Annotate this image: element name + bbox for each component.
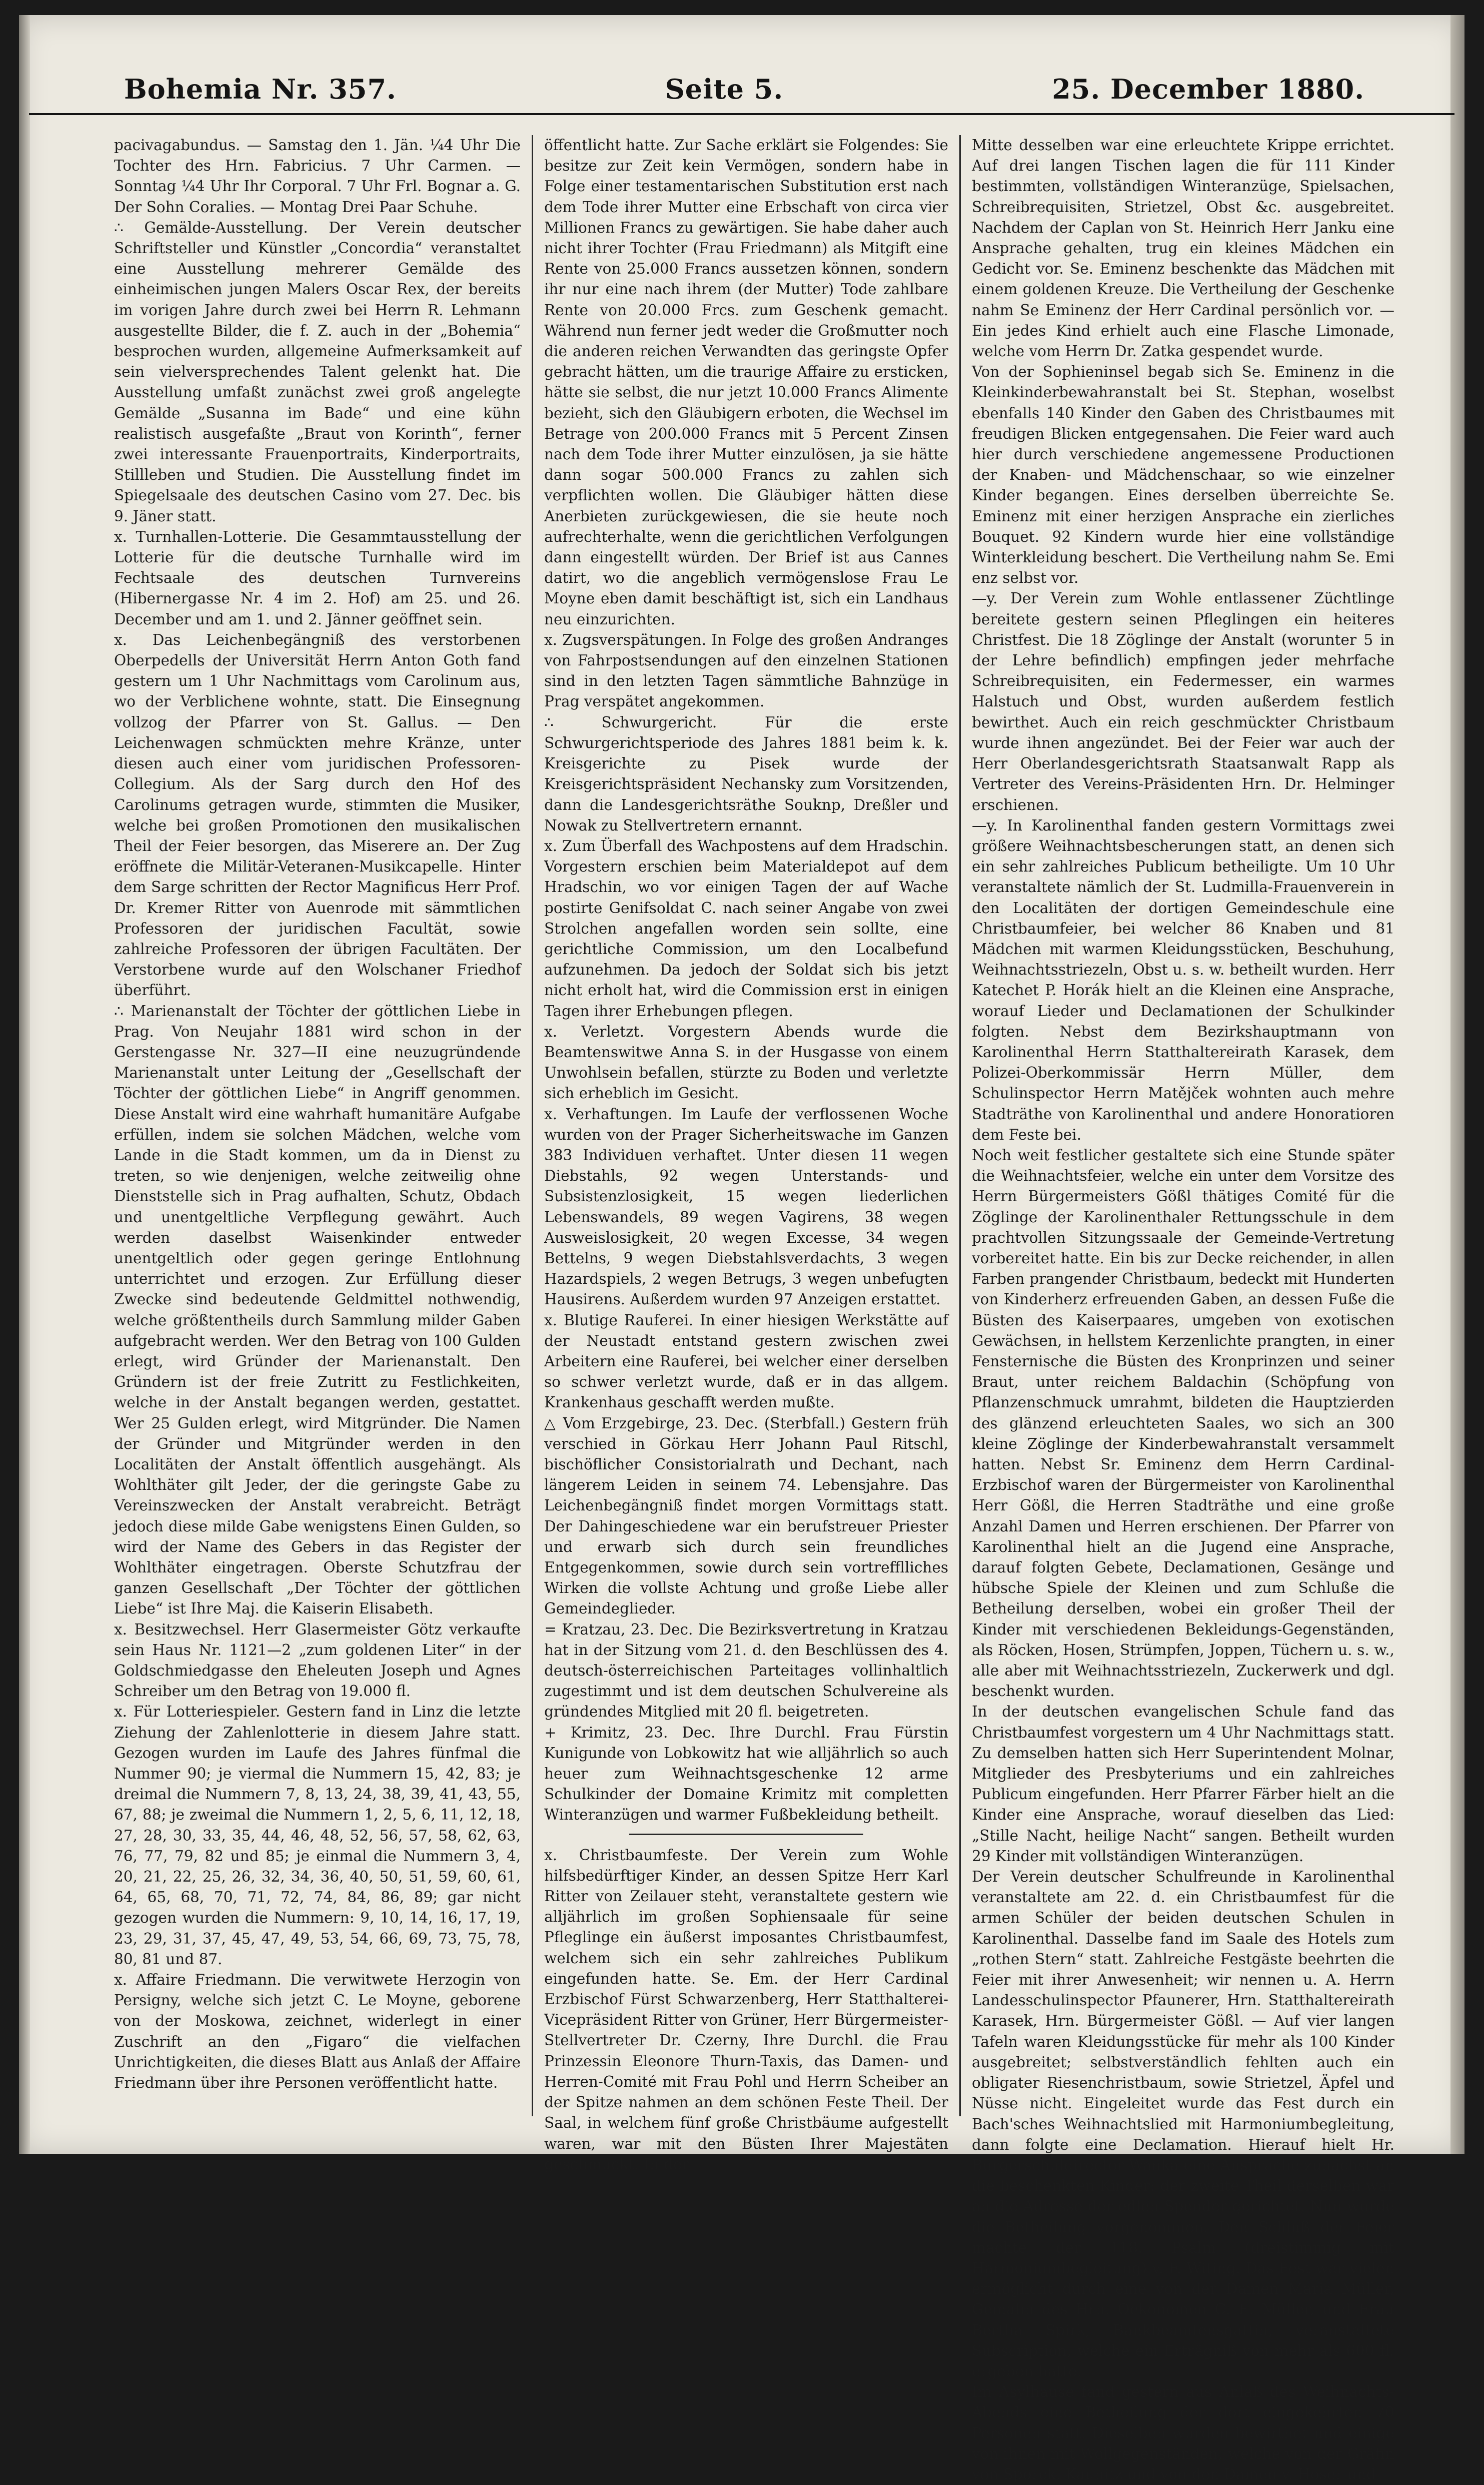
newspaper-page xyxy=(19,15,1464,2483)
article-paragraph: △ Vom Erzgebirge, 23. Dec. (Sterbfall.) Gestern früh verschied in Görkau Herr Johann Paul Ritschl, bischöflicher Consistorialrath und Dechant, nach längerem Leiden in seinem 74. Lebensjahre. Das Leichenbegängniß findet morgen Vormittags statt. Der Dahingeschiedene war ein berufstreuer Priester und erwarb sich durch sein freundliches Entgegenkommen, sowie durch sein vortrefflliches Wirken die vollste Achtung und große Liebe aller Gemeindeglieder. xyxy=(544,1414,948,1617)
column-left xyxy=(114,135,532,2116)
article-paragraph: x. Besitzwechsel. Herr Glasermeister Götz verkaufte sein Haus Nr. 1121—2 „zum goldenen Liter“ in der Goldschmiedgasse den Eheleuten Joseph und Agnes Schreiber um den Betrag von 19.000 fl. xyxy=(114,1620,521,1700)
article-paragraph: In der deutschen evangelischen Schule fand das Christbaumfest vorgestern um 4 Uhr Nachmittags statt. Zu demselben hatten sich Herr Superintendent Molnar, Mitglieder des Presbyteriums und ein zahlreiches Publicum eingefunden. Herr Pfarrer Färber hielt an die Kinder eine Ansprache, worauf dieselben das Lied: „Stille Nacht, heilige Nacht“ sangen. Betheilt wurden 29 Kinder mit vollständigen Winteranzügen. xyxy=(972,1703,1394,1865)
column-right xyxy=(959,135,1394,2483)
page-number: Seite 5. xyxy=(665,73,784,105)
text-columns xyxy=(114,135,1394,2483)
article-paragraph: x. Zum Überfall des Wachpostens auf dem Hradschin. Vorgestern erschien beim Materialdepot auf dem Hradschin, wo vor einigen Tagen der auf Wache postirte Genifsoldat C. nach seiner Angabe von zwei Strolchen angefallen worden sein sollte, eine gerichtliche Commission, um den Localbefund aufzunehmen. Da jedoch der Soldat sich bis jetzt nicht erholt hat, wird die Commission erst in einigen Tagen ihrer Erhebungen pflegen. xyxy=(544,837,948,1020)
article-paragraph: ∴ Gemälde-Ausstellung. Der Verein deutscher Schriftsteller und Künstler „Concordia“ veranstaltet eine Ausstellung mehrerer Gemälde des einheimischen jungen Malers Oscar Rex, der bereits im vorigen Jahre durch zwei bei Herrn R. Lehmann ausgestellte Bilder, die f. Z. auch in der „Bohemia“ besprochen wurden, allgemeine Aufmerksamkeit auf sein vielversprechendes Talent gelenkt hat. Die Ausstellung umfaßt zunächst zwei groß angelegte Gemälde „Susanna im Bade“ und eine kühn realistisch ausgefaßte „Braut von Korinth“, ferner zwei interessante Frauenportraits, Kinderportraits, Stillleben und Studien. Die Ausstellung findet im Spiegelsaale des deutschen Casino vom 27. Dec. bis 9. Jäner statt. xyxy=(114,219,521,525)
article-paragraph: x. Christbaumfeste. Der Verein zum Wohle hilfsbedürftiger Kinder, an dessen Spitze Herr Karl Ritter von Zeilauer steht, veranstaltete gestern wie alljährlich im großen Sophiensaale für seine Pfleglinge ein äußerst imposantes Christbaumfest, welchem sich ein sehr zahlreiches Publikum eingefunden hatte. Se. Em. der Herr Cardinal Erzbischof Fürst Schwarzenberg, Herr Statthalterei-Vicepräsident Ritter von Grüner, Herr Bürgermeister-Stellvertreter Dr. Czerny, Ihre Durchl. die Frau Prinzessin Eleonore Thurn-Taxis, das Damen- und Herren-Comité mit Frau Pohl und Herrn Scheiber an der Spitze nahmen an dem schönen Feste Theil. Der Saal, in welchem fünf große Christbäume aufgestellt waren, war mit den Büsten Ihrer Majestäten geschmückt. In der xyxy=(544,1846,948,2173)
issue-number: Bohemia Nr. 357. xyxy=(124,73,397,105)
article-paragraph: Noch weit festlicher gestaltete sich eine Stunde später die Weihnachtsfeier, welche ein unter dem Vorsitze des Herrn Bürgermeisters Gößl thätiges Comité für die Zöglinge der Karolinenthaler Rettungsschule in dem prachtvollen Sitzungssaale der Gemeinde-Vertretung vorbereitet hatte. Ein bis zur Decke reichender, in allen Farben prangender Christbaum, bedeckt mit Hunderten von Kinderherz erfreuenden Gaben, an dessen Fuße die Büsten des Kaiserpaares, umgeben von exotischen Gewächsen, in hellstem Kerzenlichte prangten, in einer Fensternische die Büsten des Kronprinzen und seiner Braut, unter reichem Baldachin (Schöpfung von Pflanzenschmuck umrahmt, bildeten die Hauptzierden des glänzend erleuchteten Saales, wo sich an 300 kleine Zöglinge der Kinderbewahranstalt versammelt hatten. Nebst Sr. Eminenz dem Herrn Cardinal-Erzbischof waren der Bürgermeister von Karolinenthal Herr Gößl, die Herren Stadträthe und eine große Anzahl Damen und Herren erschienen. Der Pfarrer von Karolinenthal hielt an die Jugend eine Ansprache, darauf folgten Gebete, Declamationen, Gesänge und hübsche Spiele der Kleinen und zum Schluße die Betheilung derselben, wobei ein großer Theil der Kinder mit verschiedenen Bekleidungs-Gegenständen, als Röcken, Hosen, Strümpfen, Joppen, Tüchern u. s. w., alle aber mit Weihnachtsstriezeln, Zuckerwerk und dgl. beschenkt wurden. xyxy=(972,1146,1394,1700)
article-paragraph: Im Asylhause fand gestern aus Anlaß des Weihnachts-Abends eine Betheilung der dort eingekehrten 70 Personen statt. Dieselben wurden bewirthet und einige von ihnen mit Wollgegenständen, welche von der Gräfin von Sporck, Kaunitz und von den Damen v. Hoser und xyxy=(972,2383,1394,2483)
article-paragraph: x. Das Leichenbegängniß des verstorbenen Oberpedells der Universität Herrn Anton Goth fand gestern um 1 Uhr Nachmittags vom Carolinum aus, wo der Verblichene wohnte, statt. Die Einsegnung vollzog der Pfarrer von St. Gallus. — Den Leichenwagen schmückten mehre Kränze, unter diesen auch einer vom juridischen Professoren-Collegium. Als der Sarg durch den Hof des Carolinums getragen wurde, stimmten die Musiker, welche bei großen Promotionen den musikalischen Theil der Feier besorgen, das Miserere an. Der Zug eröffnete die Militär-Veteranen-Musikcapelle. Hinter dem Sarge schritten der Rector Magnificus Herr Prof. Dr. Kremer Ritter von Auenrode mit sämmtlichen Professoren der juridischen Facultät, sowie zahlreiche Professoren der übrigen Facultäten. Der Verstorbene wurde auf den Wolschaner Friedhof überführt. xyxy=(114,631,521,999)
section-divider xyxy=(629,1834,863,1835)
column-middle xyxy=(532,135,959,2173)
article-paragraph: x. Zugsverspätungen. In Folge des großen Andranges von Fahrpostsendungen auf den einzelnen Stationen sind in den letzten Tagen sämmtliche Bahnzüge in Prag verspätet angekommen. xyxy=(544,631,948,710)
article-paragraph: öffentlicht hatte. Zur Sache erklärt sie Folgendes: Sie besitze zur Zeit kein Vermögen, sondern habe in Folge einer testamentarischen Substitution erst nach dem Tode ihrer Mutter eine Erbschaft von circa vier Millionen Francs zu gewärtigen. Sie habe daher auch nicht ihrer Tochter (Frau Friedmann) als Mitgift eine Rente von 25.000 Francs aussetzen können, sondern ihr nur eine nach ihrem (der Mutter) Tode zahlbare Rente von 20.000 Frcs. zum Geschenk gemacht. Während nun ferner jedt weder die Großmutter noch die anderen reichen Verwandten das geringste Opfer gebracht hätten, um die traurige Affaire zu ersticken, hätte sie selbst, die nur jetzt 10.000 Francs Alimente bezieht, sich den Gläubigern erboten, die Wechsel im Betrage von 200.000 Francs mit 5 Percent Zinsen nach dem Tode ihrer Mutter einzulösen, ja sie hätte dann sogar 500.000 Francs zu zahlen sich verpflichten wollen. Die Gläubiger hätten diese Anerbieten zurückgewiesen, die sie heute noch aufrechterhalte, wenn die gerichtlichen Verfolgungen dann eingestellt würden. Der Brief ist aus Cannes datirt, wo die angeblich vermögenslose Frau Le Moyne eben damit beschäftigt ist, sich ein Landhaus neu einzurichten. xyxy=(544,137,948,628)
issue-date: 25. December 1880. xyxy=(1052,73,1364,105)
article-paragraph: Von der Sophieninsel begab sich Se. Eminenz in die Kleinkinderbewahranstalt bei St. Stephan, woselbst ebenfalls 140 Kinder den Gaben des Christbaumes mit freudigen Blicken entgegensahen. Die Feier ward auch hier durch verschiedene angemessene Productionen der Knaben- und Mädchenschaar, so wie einzelner Kinder begangen. Eines derselben überreichte Se. Eminenz mit einer herzigen Ansprache ein zierliches Bouquet. 92 Kindern wurde hier eine vollständige Winterkleidung beschert. Die Vertheilung nahm Se. Emi enz selbst vor. xyxy=(972,363,1394,587)
page-left-edge xyxy=(19,15,30,2154)
article-paragraph: Mitte desselben war eine erleuchtete Krippe errichtet. Auf drei langen Tischen lagen die für 111 Kinder bestimmten, vollständigen Winteranzüge, Spielsachen, Schreibrequisiten, Strietzel, Obst &c. ausgebreitet. Nachdem der Caplan von St. Heinrich Herr Janku eine Ansprache gehalten, trug ein kleines Mädchen ein Gedicht vor. Se. Eminenz beschenkte das Mädchen mit einem goldenen Kreuze. Die Vertheilung der Geschenke nahm Se Eminenz der Herr Cardinal persönlich vor. — Ein jedes Kind erhielt auch eine Flasche Limonade, welche vom Herrn Dr. Zatka gespendet wurde. xyxy=(972,137,1394,360)
article-paragraph: ∴ Marienanstalt der Töchter der göttlichen Liebe in Prag. Von Neujahr 1881 wird schon in der Gerstengasse Nr. 327—II eine neuzugründende Marienanstalt unter Leitung der „Gesellschaft der Töchter der göttlichen Liebe“ in Angriff genommen. Diese Anstalt wird eine wahrhaft humanitäre Aufgabe erfüllen, indem sie solchen Mädchen, welche vom Lande in die Stadt kommen, um da in Dienst zu treten, so wie denjenigen, welche zeitweilig ohne Dienststelle sich in Prag aufhalten, Schutz, Obdach und unentgeltliche Verpflegung gewährt. Auch werden daselbst Waisenkinder entweder unentgeltlich oder gegen geringe Entlohnung unterrichtet und erzogen. Zur Erfüllung dieser Zwecke sind bedeutende Geldmittel nothwendig, welche größtentheils durch Sammlung milder Gaben aufgebracht werden. Wer den Betrag von 100 Gulden erlegt, wird Gründer der Marienanstalt. Den Gründern ist der freie Zutritt zu Festlichkeiten, welche in der Anstalt begangen werden, gestattet. Wer 25 Gulden erlegt, wird Mitgründer. Die Namen der Gründer und Mitgründer werden in den Localitäten der Anstalt öffentlich ausgehängt. Als Wohlthäter gilt Jeder, der die geringste Gabe zu Vereinszwecken der Anstalt verabreicht. Beträgt jedoch diese milde Gabe wenigstens Einen Gulden, so wird der Name des Gebers in das Register der Wohlthäter eingetragen. Oberste Schutzfrau der ganzen Gesellschaft „Der Töchter der göttlichen Liebe“ ist Ihre Maj. die Kaiserin Elisabeth. xyxy=(114,1002,521,1617)
article-paragraph: x. Verletzt. Vorgestern Abends wurde die Beamtenswitwe Anna S. in der Husgasse von einem Unwohlsein befallen, stürzte zu Boden und verletzte sich erheblich im Gesicht. xyxy=(544,1023,948,1102)
article-paragraph: x. Blutige Rauferei. In einer hiesigen Werkstätte auf der Neustadt entstand gestern zwischen zwei Arbeitern eine Rauferei, bei welcher einer derselben so schwer verletzt wurde, daß er in das allgem. Krankenhaus geschafft werden mußte. xyxy=(544,1311,948,1411)
page-right-edge xyxy=(1450,15,1464,2154)
article-paragraph: x. Turnhallen-Lotterie. Die Gesammtausstellung der Lotterie für die deutsche Turnhalle wird im Fechtsaale des deutschen Turnvereins (Hibernergasse Nr. 4 im 2. Hof) am 25. und 26. December und am 1. und 2. Jänner geöffnet sein. xyxy=(114,528,521,628)
article-paragraph: —y. In Karolinenthal fanden gestern Vormittags zwei größere Weihnachtsbescherungen statt, an denen sich ein sehr zahlreiches Publicum betheiligte. Um 10 Uhr veranstaltete nämlich der St. Ludmilla-Frauenverein in den Localitäten der dortigen Gemeindeschule eine Christbaumfeier, bei welcher 86 Knaben und 81 Mädchen mit warmen Kleidungsstücken, Beschuhung, Weihnachtsstriezeln, Obst u. s. w. betheilt wurden. Herr Katechet P. Horák hielt an die Kleinen eine Ansprache, worauf Lieder und Declamationen der Schulkinder folgten. Nebst dem Bezirkshauptmann von Karolinenthal Herrn Statthaltereirath Karasek, dem Polizei-Oberkommissär Herrn Müller, dem Schulinspector Herrn Matějček wohnten auch mehre Stadträthe von Karolinenthal und andere Honoratioren dem Feste bei. xyxy=(972,816,1394,1143)
article-paragraph: —y. Der Verein zum Wohle entlassener Züchtlinge bereitete gestern seinen Pfleglingen ein heiteres Christfest. Die 18 Zöglinge der Anstalt (worunter 5 in der Lehre befindlich) empfingen jeder mehrfache Schreibrequisiten, ein Federmesser, ein warmes Halstuch und Obst, wurden außerdem festlich bewirthet. Auch ein reich geschmückter Christbaum wurde ihnen angezündet. Bei der Feier war auch der Herr Oberlandesgerichtsrath Staatsanwalt Rapp als Vertreter des Vereins-Präsidenten Hrn. Dr. Helminger erschienen. xyxy=(972,590,1394,813)
article-paragraph: ∴ Schwurgericht. Für die erste Schwurgerichtsperiode des Jahres 1881 beim k. k. Kreisgerichte zu Pisek wurde der Kreisgerichtspräsident Nechansky zum Vorsitzenden, dann die Landesgerichtsräthe Souknp, Dreßler und Nowak zu Stellvertretern ernannt. xyxy=(544,713,948,834)
article-paragraph: Der Verein deutscher Schulfreunde in Karolinenthal veranstaltete am 22. d. ein Christbaumfest für die armen Schüler der beiden deutschen Schulen in Karolinenthal. Dasselbe fand im Saale des Hotels zum „rothen Stern“ statt. Zahlreiche Festgäste beehrten die Feier mit ihrer Anwesenheit; wir nennen u. A. Herrn Landesschulinspector Pfaunerer, Hrn. Statthaltereirath Karasek, Hrn. Bürgermeister Gößl. — Auf vier langen Tafeln waren Kleidungsstücke für mehr als 100 Kinder ausgebreitet; selbstverständlich fehlten auch ein obligater Riesenchristbaum, sowie Strietzel, Äpfel und Nüsse nicht. Eingeleitet wurde das Fest durch ein Bach'sches Weihnachtslied mit Harmoniumbegleitung, dann folgte eine Declamation. Hierauf hielt Hr. Bürgerschuldirector Wanka eine Ansprache zunächst an die beschenkten Kinder; der zweite Theil derselben war an die Adresse der edlen Spender gerichtet. Nun wurde die Betheilung vorgenommen. Den Schluß der Feier machte der 118. Psalm (dreistimmig mit Harmoniumbegleitung) v. F. Witing. Das Fest war vielen ermöglicht durch eine von der Damen Maria Müller, Gemalin des Hrn. Oekonomen C. E. Müller, und Frau Bertha Spirk, Bankbeamtensgattin, veranstaltete Subscription, welche ein Erträgniß von mehr als 600 fl. ergeben hatte. xyxy=(972,1868,1394,2380)
article-paragraph: x. Verhaftungen. Im Laufe der verflossenen Woche wurden von der Prager Sicherheitswache im Ganzen 383 Individuen verhaftet. Unter diesen 11 wegen Diebstahls, 92 wegen Unterstands- und Subsistenzlosigkeit, 15 wegen liederlichen Lebenswandels, 89 wegen Vagirens, 38 wegen Ausweislosigkeit, 20 wegen Excesse, 34 wegen Bettelns, 9 wegen Diebstahlsverdachts, 3 wegen Hazardspiels, 2 wegen Betrugs, 3 wegen unbefugten Hausirens. Außerdem wurden 97 Anzeigen erstattet. xyxy=(544,1105,948,1308)
page-header xyxy=(29,65,1454,115)
article-paragraph: + Krimitz, 23. Dec. Ihre Durchl. Frau Fürstin Kunigunde von Lobkowitz hat wie alljährlich so auch heuer zum Weihnachtsgeschenke 12 arme Schulkinder der Domaine Krimitz mit completten Winteranzügen und warmer Fußbekleidung betheilt. xyxy=(544,1724,948,1824)
article-paragraph: x. Affaire Friedmann. Die verwitwete Herzogin von Persigny, welche sich jetzt C. Le Moyne, geborene von der Moskowa, zeichnet, widerlegt in einer Zuschrift an den „Figaro“ die vielfachen Unrichtigkeiten, die dieses Blatt aus Anlaß der Affaire Friedmann über ihre Personen veröffentlicht hatte. xyxy=(114,1971,521,2092)
article-paragraph: x. Für Lotteriespieler. Gestern fand in Linz die letzte Ziehung der Zahlenlotterie in diesem Jahre statt. Gezogen wurden im Laufe des Jahres fünfmal die Nummer 90; je viermal die Nummern 15, 42, 83; je dreimal die Nummern 7, 8, 13, 24, 38, 39, 41, 43, 55, 67, 88; je zweimal die Nummern 1, 2, 5, 6, 11, 12, 18, 27, 28, 30, 33, 35, 44, 46, 48, 52, 56, 57, 58, 62, 63, 76, 77, 79, 82 und 85; je einmal die Nummern 3, 4, 20, 21, 22, 25, 26, 32, 34, 36, 40, 50, 51, 59, 60, 61, 64, 65, 68, 70, 71, 72, 74, 84, 86, 89; gar nicht gezogen wurden die Nummern: 9, 10, 14, 16, 17, 19, 23, 29, 31, 37, 45, 47, 49, 53, 54, 66, 69, 73, 75, 78, 80, 81 und 87. xyxy=(114,1703,521,1968)
article-paragraph: pacivagabundus. — Samstag den 1. Jän. ¼4 Uhr Die Tochter des Hrn. Fabricius. 7 Uhr Carmen. — Sonntag ¼4 Uhr Ihr Corporal. 7 Uhr Frl. Bognar a. G. Der Sohn Coralies. — Montag Drei Paar Schuhe. xyxy=(114,137,521,216)
article-paragraph: = Kratzau, 23. Dec. Die Bezirksvertretung in Kratzau hat in der Sitzung vom 21. d. den Beschlüssen des 4. deutsch-österreichischen Parteitages vollinhaltlich zugestimmt und ist dem deutschen Schulvereine als gründendes Mitglied mit 20 fl. beigetreten. xyxy=(544,1620,948,1721)
